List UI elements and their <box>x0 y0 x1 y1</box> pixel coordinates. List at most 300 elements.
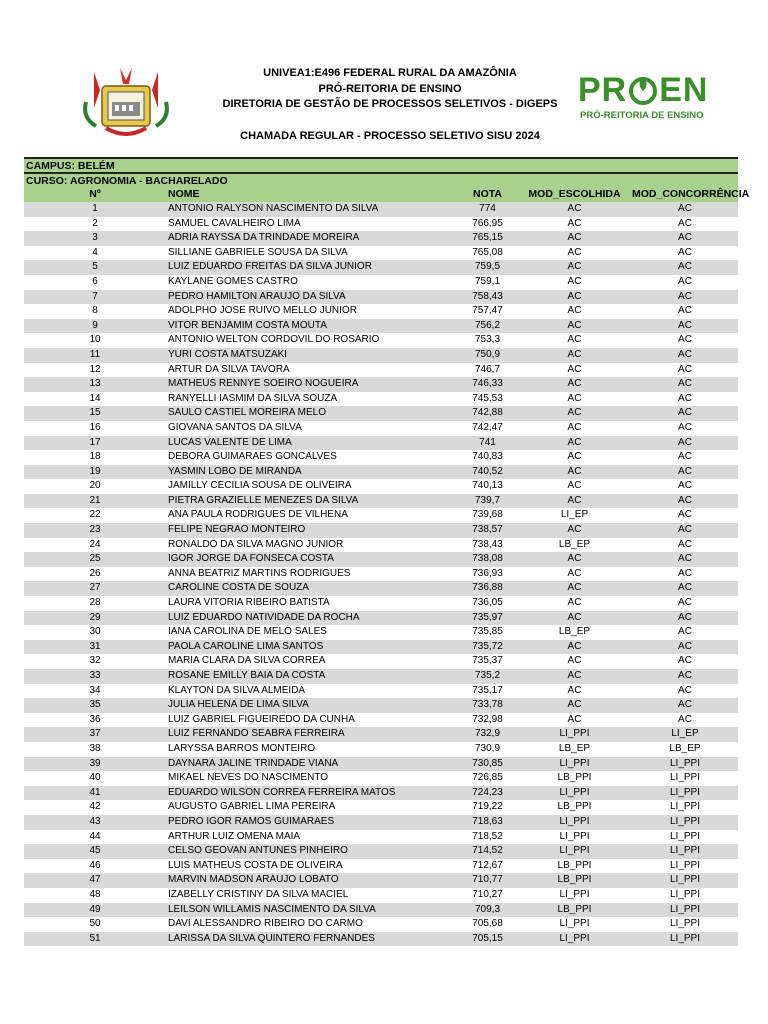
cell-name: VITOR BENJAMIM COSTA MOUTA <box>168 319 327 331</box>
cell-nota: 718,63 <box>472 815 503 827</box>
cell-name: ANA PAULA RODRIGUES DE VILHENA <box>168 509 348 521</box>
cell-mod-escolhida: AC <box>567 348 582 360</box>
cell-num: 51 <box>89 932 101 944</box>
cell-mod-escolhida: AC <box>567 232 582 244</box>
cell-name: ADOLPHO JOSE RUIVO MELLO JUNIOR <box>168 305 357 317</box>
cell-mod-escolhida: LI_PPI <box>559 918 590 930</box>
cell-mod-escolhida: LB_PPI <box>557 772 592 784</box>
proen-logo <box>578 70 718 124</box>
table-row <box>24 727 738 742</box>
cell-mod-concorrencia: AC <box>678 378 692 390</box>
cell-num: 24 <box>89 538 101 550</box>
cell-mod-concorrencia: AC <box>678 436 692 448</box>
leaf-icon <box>628 74 658 106</box>
cell-mod-escolhida: AC <box>567 611 582 623</box>
table-row <box>24 654 738 669</box>
university-crest-icon <box>80 62 172 142</box>
cell-nota: 705,68 <box>472 918 503 930</box>
cell-mod-escolhida: AC <box>567 713 582 725</box>
cell-num: 38 <box>89 742 101 754</box>
cell-name: YURI COSTA MATSUZAKI <box>168 348 288 360</box>
table-row <box>24 888 738 903</box>
cell-mod-escolhida: AC <box>567 582 582 594</box>
cell-mod-concorrencia: LB_EP <box>669 742 701 754</box>
cell-mod-concorrencia: AC <box>678 626 692 638</box>
cell-mod-concorrencia: AC <box>678 392 692 404</box>
table-row <box>24 552 738 567</box>
cell-num: 18 <box>89 451 101 463</box>
cell-mod-concorrencia: AC <box>678 699 692 711</box>
cell-mod-escolhida: AC <box>567 640 582 652</box>
cell-name: DEBORA GUIMARAES GONCALVES <box>168 451 337 463</box>
cell-name: DAVI ALESSANDRO RIBEIRO DO CARMO <box>168 918 363 930</box>
cell-name: IGOR JORGE DA FONSECA COSTA <box>168 553 334 565</box>
cell-mod-concorrencia: AC <box>678 524 692 536</box>
cell-num: 23 <box>89 524 101 536</box>
cell-nota: 740,52 <box>472 465 503 477</box>
table-row <box>24 830 738 845</box>
cell-num: 48 <box>89 888 101 900</box>
table-row <box>24 567 738 582</box>
cell-num: 16 <box>89 421 101 433</box>
cell-mod-escolhida: AC <box>567 524 582 536</box>
cell-nota: 738,57 <box>472 524 503 536</box>
table-row <box>24 377 738 392</box>
table-row <box>24 698 738 713</box>
cell-num: 44 <box>89 830 101 842</box>
table-row <box>24 611 738 626</box>
cell-name: ADRIA RAYSSA DA TRINDADE MOREIRA <box>168 232 360 244</box>
cell-mod-concorrencia: LI_PPI <box>669 903 701 915</box>
cell-mod-escolhida: LI_PPI <box>559 728 590 740</box>
cell-mod-escolhida: LB_EP <box>558 538 591 550</box>
table-row <box>24 815 738 830</box>
table-row <box>24 596 738 611</box>
cell-mod-concorrencia: LI_PPI <box>669 801 701 813</box>
cell-num: 43 <box>89 815 101 827</box>
cell-mod-concorrencia: LI_PPI <box>669 932 701 944</box>
table-row <box>24 873 738 888</box>
cell-name: YASMIN LOBO DE MIRANDA <box>168 465 302 477</box>
cell-nota: 759,5 <box>474 261 501 273</box>
table-row <box>24 333 738 348</box>
cell-nota: 738,08 <box>472 553 503 565</box>
cell-nota: 736,05 <box>472 597 503 609</box>
table-row <box>24 304 738 319</box>
cell-nota: 732,98 <box>472 713 503 725</box>
cell-mod-escolhida: AC <box>567 407 582 419</box>
cell-mod-concorrencia: AC <box>678 232 692 244</box>
cell-num: 11 <box>89 348 101 360</box>
cell-mod-concorrencia: AC <box>678 538 692 550</box>
cell-mod-concorrencia: AC <box>678 217 692 229</box>
cell-num: 47 <box>89 874 101 886</box>
cell-num: 29 <box>89 611 101 623</box>
cell-nota: 765,08 <box>472 246 503 258</box>
cell-num: 15 <box>89 407 101 419</box>
cell-name: KAYLANE GOMES CASTRO <box>168 275 298 287</box>
header-titles <box>200 66 580 144</box>
cell-num: 3 <box>92 232 98 244</box>
cell-num: 19 <box>89 465 101 477</box>
cell-nota: 758,43 <box>472 290 503 302</box>
cell-mod-escolhida: AC <box>567 567 582 579</box>
results-table <box>24 157 750 946</box>
cell-num: 34 <box>89 684 101 696</box>
cell-mod-escolhida: AC <box>567 465 582 477</box>
cell-nota: 750,9 <box>474 348 501 360</box>
col-name-header: NOME <box>168 188 200 200</box>
table-row <box>24 844 738 859</box>
cell-mod-escolhida: AC <box>567 670 582 681</box>
cell-nota: 739,68 <box>472 509 503 521</box>
cell-mod-escolhida: LB_PPI <box>557 903 592 915</box>
cell-num: 28 <box>89 597 101 609</box>
table-row <box>24 406 738 421</box>
cell-num: 31 <box>89 640 101 652</box>
cell-name: MARVIN MADSON ARAUJO LOBATO <box>168 874 339 886</box>
cell-mod-concorrencia: AC <box>678 640 692 652</box>
cell-mod-concorrencia: LI_PPI <box>669 918 701 930</box>
campus-label: CAMPUS: BELÉM <box>24 157 738 172</box>
cell-nota: 756,2 <box>474 319 501 331</box>
cell-nota: 730,85 <box>472 757 503 769</box>
cell-name: ARTUR DA SILVA TAVORA <box>168 363 290 375</box>
cell-mod-concorrencia: AC <box>678 553 692 565</box>
cell-mod-escolhida: LI_PPI <box>559 830 590 842</box>
cell-mod-escolhida: LB_PPI <box>557 874 592 886</box>
table-header <box>24 187 750 202</box>
cell-num: 12 <box>89 363 101 375</box>
cell-num: 36 <box>89 713 101 725</box>
cell-name: LUIZ EDUARDO NATIVIDADE DA ROCHA <box>168 611 360 623</box>
cell-mod-concorrencia: AC <box>678 246 692 258</box>
cell-num: 26 <box>89 567 101 579</box>
cell-nota: 757,47 <box>472 305 503 317</box>
table-row <box>24 479 738 494</box>
cell-mod-concorrencia: AC <box>678 494 692 506</box>
cell-mod-concorrencia: LI_PPI <box>669 888 701 900</box>
cell-num: 5 <box>92 261 98 273</box>
cell-num: 46 <box>89 859 101 871</box>
cell-name: JAMILLY CECILIA SOUSA DE OLIVEIRA <box>168 480 352 492</box>
table-row <box>24 757 738 772</box>
col-nota-header: NOTA <box>473 188 502 200</box>
cell-nota: 726,85 <box>472 772 503 784</box>
cell-nota: 765,15 <box>472 232 503 244</box>
document-header <box>0 0 768 158</box>
cell-mod-concorrencia: AC <box>678 655 692 667</box>
cell-nota: 753,3 <box>474 334 501 346</box>
cell-num: 49 <box>89 903 101 915</box>
cell-nota: 736,88 <box>472 582 503 594</box>
directorate-name: DIRETORIA DE GESTÃO DE PROCESSOS SELETIVOS - DIGEPS <box>222 98 558 110</box>
cell-nota: 766,95 <box>472 217 503 229</box>
cell-mod-escolhida: AC <box>567 553 582 565</box>
university-name: UNIVEA1:E496 FEDERAL RURAL DA AMAZÔNIA <box>263 67 517 79</box>
cell-name: LEILSON WILLAMIS NASCIMENTO DA SILVA <box>168 903 376 915</box>
cell-nota: 735,97 <box>472 611 503 623</box>
cell-mod-escolhida: LI_PPI <box>559 815 590 827</box>
cell-num: 21 <box>89 494 101 506</box>
course-label: CURSO: AGRONOMIA - BACHARELADO <box>24 172 738 187</box>
cell-nota: 730,9 <box>474 742 501 754</box>
cell-num: 4 <box>92 246 98 258</box>
cell-mod-concorrencia: LI_PPI <box>669 757 701 769</box>
cell-num: 1 <box>92 203 98 214</box>
cell-num: 33 <box>89 670 101 681</box>
cell-name: FELIPE NEGRAO MONTEIRO <box>168 524 306 536</box>
cell-nota: 742,47 <box>472 421 503 433</box>
cell-name: LUCAS VALENTE DE LIMA <box>168 436 292 448</box>
cell-mod-concorrencia: LI_PPI <box>669 830 701 842</box>
call-title: CHAMADA REGULAR - PROCESSO SELETIVO SISU 2024 <box>240 129 540 142</box>
cell-mod-concorrencia: LI_EP <box>671 728 699 740</box>
table-row <box>24 260 738 275</box>
cell-name: MIKAEL NEVES DO NASCIMENTO <box>168 772 329 784</box>
cell-num: 50 <box>89 918 101 930</box>
cell-mod-concorrencia: AC <box>678 713 692 725</box>
cell-mod-concorrencia: AC <box>678 611 692 623</box>
cell-mod-escolhida: LB_PPI <box>557 859 592 871</box>
cell-num: 8 <box>92 305 98 317</box>
cell-name: EDUARDO WILSON CORREA FERREIRA MATOS <box>168 786 396 798</box>
table-row <box>24 640 738 655</box>
table-row <box>24 903 738 918</box>
cell-mod-concorrencia: AC <box>678 348 692 360</box>
cell-nota: 736,93 <box>472 567 503 579</box>
table-row <box>24 786 738 801</box>
cell-nota: 709,3 <box>474 903 501 915</box>
table-row <box>24 217 738 232</box>
cell-mod-escolhida: LB_EP <box>558 742 591 754</box>
cell-name: GIOVANA SANTOS DA SILVA <box>168 421 302 433</box>
cell-mod-concorrencia: AC <box>678 203 692 214</box>
cell-num: 45 <box>89 845 101 857</box>
cell-nota: 741 <box>479 436 496 448</box>
cell-nota: 738,43 <box>472 538 503 550</box>
cell-name: ANNA BEATRIZ MARTINS RODRIGUES <box>168 567 351 579</box>
cell-nota: 740,13 <box>472 480 503 492</box>
table-row <box>24 508 738 523</box>
cell-mod-escolhida: AC <box>567 261 582 273</box>
cell-mod-escolhida: AC <box>567 494 582 506</box>
cell-num: 20 <box>89 480 101 492</box>
table-row <box>24 713 738 728</box>
cell-name: CELSO GEOVAN ANTUNES PINHEIRO <box>168 845 348 857</box>
cell-mod-concorrencia: AC <box>678 670 692 681</box>
cell-mod-concorrencia: LI_PPI <box>669 859 701 871</box>
cell-name: DAYNARA JALINE TRINDADE VIANA <box>168 757 339 769</box>
cell-mod-escolhida: AC <box>567 275 582 287</box>
cell-mod-concorrencia: AC <box>678 363 692 375</box>
table-row <box>24 348 738 363</box>
cell-mod-escolhida: AC <box>567 203 582 214</box>
table-row <box>24 421 738 436</box>
cell-nota: 742,88 <box>472 407 503 419</box>
table-row <box>24 684 738 699</box>
cell-mod-escolhida: LB_PPI <box>557 801 592 813</box>
cell-nota: 774 <box>479 203 496 214</box>
cell-mod-concorrencia: LI_PPI <box>669 874 701 886</box>
table-row <box>24 932 738 947</box>
cell-name: PEDRO HAMILTON ARAUJO DA SILVA <box>168 290 346 302</box>
table-row <box>24 523 738 538</box>
cell-nota: 735,17 <box>472 684 503 696</box>
cell-name: MATHEUS RENNYE SOEIRO NOGUEIRA <box>168 378 359 390</box>
cell-num: 37 <box>89 728 101 740</box>
cell-num: 17 <box>89 436 101 448</box>
table-row <box>24 771 738 786</box>
cell-num: 2 <box>92 217 98 229</box>
cell-mod-concorrencia: AC <box>678 334 692 346</box>
cell-mod-escolhida: AC <box>567 246 582 258</box>
cell-name: PIETRA GRAZIELLE MENEZES DA SILVA <box>168 494 359 506</box>
cell-nota: 739,7 <box>474 494 501 506</box>
cell-mod-escolhida: LI_EP <box>560 509 589 521</box>
cell-name: LARISSA DA SILVA QUINTERO FERNANDES <box>168 932 375 944</box>
cell-name: ANTONIO RALYSON NASCIMENTO DA SILVA <box>168 203 379 214</box>
cell-mod-escolhida: LI_PPI <box>559 757 590 769</box>
logo-word-right: EN <box>659 71 709 109</box>
cell-num: 13 <box>89 378 101 390</box>
cell-name: LARYSSA BARROS MONTEIRO <box>168 742 316 754</box>
cell-mod-escolhida: AC <box>567 655 582 667</box>
cell-mod-escolhida: LB_EP <box>558 626 591 638</box>
cell-mod-concorrencia: AC <box>678 465 692 477</box>
cell-mod-concorrencia: AC <box>678 451 692 463</box>
cell-mod-escolhida: AC <box>567 334 582 346</box>
cell-name: IANA CAROLINA DE MELO SALES <box>168 626 327 638</box>
table-row <box>24 202 738 217</box>
cell-mod-escolhida: AC <box>567 699 582 711</box>
cell-mod-concorrencia: AC <box>678 509 692 521</box>
table-row <box>24 742 738 757</box>
table-row <box>24 917 738 932</box>
cell-name: IZABELLY CRISTINY DA SILVA MACIEL <box>168 888 349 900</box>
cell-num: 27 <box>89 582 101 594</box>
cell-nota: 735,2 <box>474 670 501 681</box>
cell-name: JULIA HELENA DE LIMA SILVA <box>168 699 309 711</box>
table-row <box>24 290 738 305</box>
cell-nota: 746,7 <box>474 363 501 375</box>
logo-word-left: PR <box>578 71 628 109</box>
table-row <box>24 231 738 246</box>
cell-mod-escolhida: AC <box>567 451 582 463</box>
cell-mod-escolhida: LI_PPI <box>559 932 590 944</box>
cell-name: ARTHUR LUIZ OMENA MAIA <box>168 830 301 842</box>
col-mod-concorrencia-header: MOD_CONCORRÊNCIA <box>632 188 750 200</box>
cell-mod-concorrencia: AC <box>678 261 692 273</box>
cell-name: ROSANE EMILLY BAIA DA COSTA <box>168 670 326 681</box>
table-row <box>24 465 738 480</box>
table-row <box>24 625 738 640</box>
cell-mod-concorrencia: AC <box>678 597 692 609</box>
cell-num: 14 <box>89 392 101 404</box>
cell-num: 41 <box>89 786 101 798</box>
cell-name: LUIZ EDUARDO FREITAS DA SILVA JUNIOR <box>168 261 372 273</box>
cell-mod-concorrencia: AC <box>678 480 692 492</box>
table-row <box>24 859 738 874</box>
table-row <box>24 436 738 451</box>
table-row <box>24 275 738 290</box>
cell-nota: 712,67 <box>472 859 503 871</box>
cell-nota: 710,77 <box>472 874 503 886</box>
table-row <box>24 669 738 684</box>
cell-mod-escolhida: AC <box>567 305 582 317</box>
cell-name: PAOLA CAROLINE LIMA SANTOS <box>168 640 324 652</box>
cell-name: MARIA CLARA DA SILVA CORREA <box>168 655 326 667</box>
table-row <box>24 246 738 261</box>
cell-num: 35 <box>89 699 101 711</box>
cell-nota: 735,85 <box>472 626 503 638</box>
cell-name: SILLIANE GABRIELE SOUSA DA SILVA <box>168 246 348 258</box>
cell-mod-escolhida: LI_PPI <box>559 888 590 900</box>
cell-nota: 735,37 <box>472 655 503 667</box>
table-row <box>24 494 738 509</box>
cell-nota: 719,22 <box>472 801 503 813</box>
cell-mod-escolhida: AC <box>567 217 582 229</box>
cell-name: SAMUEL CAVALHEIRO LIMA <box>168 217 301 229</box>
table-row <box>24 800 738 815</box>
cell-mod-escolhida: AC <box>567 421 582 433</box>
cell-nota: 732,9 <box>474 728 501 740</box>
cell-mod-concorrencia: LI_PPI <box>669 845 701 857</box>
cell-nota: 759,1 <box>474 275 501 287</box>
cell-mod-escolhida: AC <box>567 597 582 609</box>
cell-mod-escolhida: AC <box>567 290 582 302</box>
table-row <box>24 392 738 407</box>
table-body <box>24 202 738 946</box>
cell-nota: 710,27 <box>472 888 503 900</box>
cell-mod-escolhida: LI_PPI <box>559 786 590 798</box>
cell-mod-escolhida: LI_PPI <box>559 845 590 857</box>
cell-name: LUIZ GABRIEL FIGUEIREDO DA CUNHA <box>168 713 355 725</box>
cell-nota: 724,23 <box>472 786 503 798</box>
cell-nota: 733,78 <box>472 699 503 711</box>
cell-nota: 705,15 <box>472 932 503 944</box>
cell-nota: 735,72 <box>472 640 503 652</box>
cell-num: 9 <box>92 319 98 331</box>
cell-mod-concorrencia: LI_PPI <box>669 815 701 827</box>
cell-num: 22 <box>89 509 101 521</box>
cell-name: SAULO CASTIEL MOREIRA MELO <box>168 407 327 419</box>
cell-nota: 740,83 <box>472 451 503 463</box>
cell-mod-concorrencia: AC <box>678 684 692 696</box>
cell-mod-concorrencia: AC <box>678 319 692 331</box>
table-row <box>24 450 738 465</box>
col-num-header: Nº <box>89 188 101 200</box>
cell-name: AUGUSTO GABRIEL LIMA PEREIRA <box>168 801 336 813</box>
col-mod-escolhida-header: MOD_ESCOLHIDA <box>528 188 621 200</box>
cell-mod-concorrencia: AC <box>678 421 692 433</box>
cell-name: PEDRO IGOR RAMOS GUIMARAES <box>168 815 335 827</box>
logo-word <box>578 70 708 110</box>
cell-num: 39 <box>89 757 101 769</box>
cell-name: LUIZ FERNANDO SEABRA FERREIRA <box>168 728 345 740</box>
cell-mod-escolhida: AC <box>567 480 582 492</box>
cell-name: CAROLINE COSTA DE SOUZA <box>168 582 309 594</box>
cell-mod-escolhida: AC <box>567 319 582 331</box>
cell-name: RONALDO DA SILVA MAGNO JUNIOR <box>168 538 344 550</box>
cell-mod-concorrencia: LI_PPI <box>669 786 701 798</box>
cell-nota: 714,52 <box>472 845 503 857</box>
cell-mod-concorrencia: AC <box>678 582 692 594</box>
cell-mod-concorrencia: LI_PPI <box>669 772 701 784</box>
cell-nota: 745,53 <box>472 392 503 404</box>
table-row <box>24 363 738 378</box>
cell-mod-escolhida: AC <box>567 436 582 448</box>
